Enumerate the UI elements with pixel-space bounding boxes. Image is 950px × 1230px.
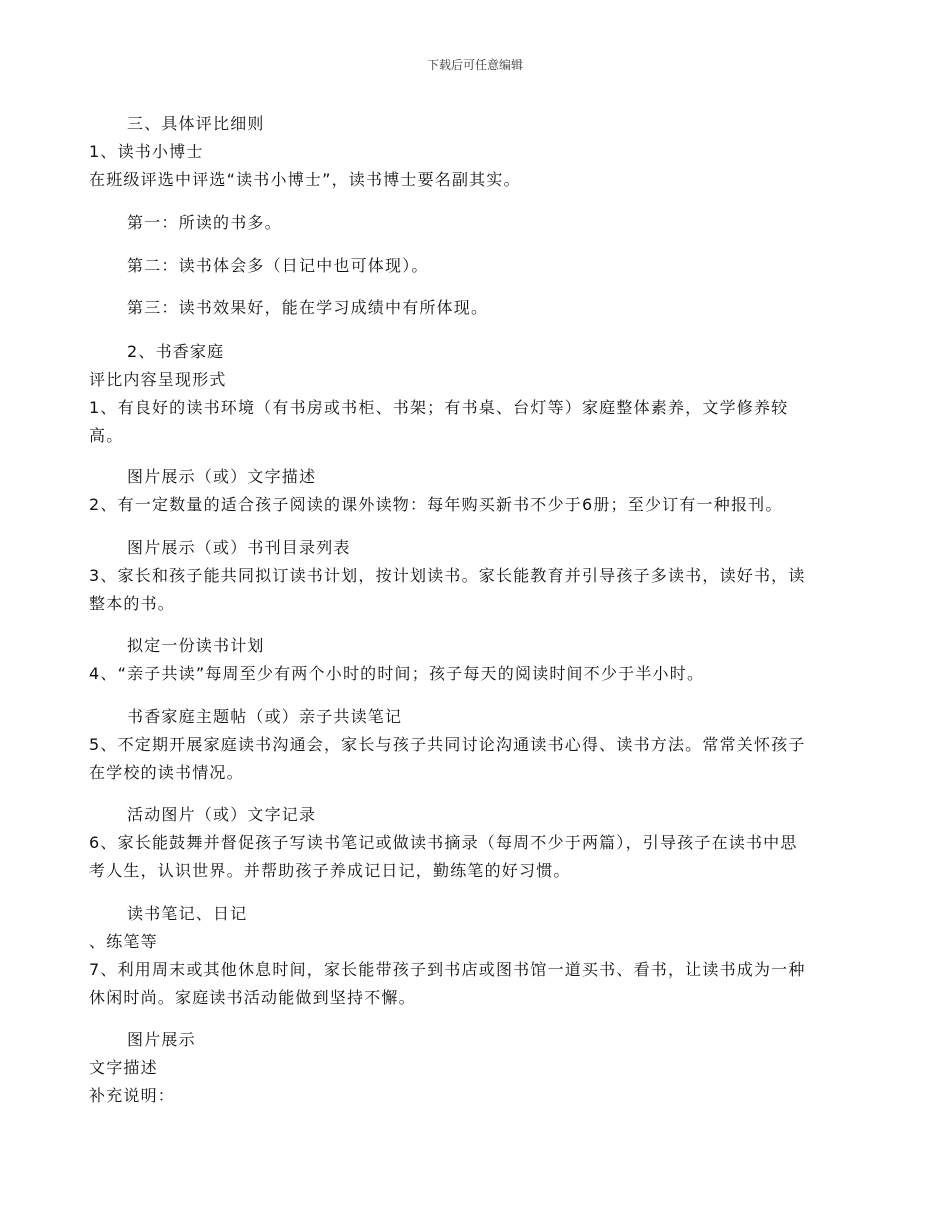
item-title: 2、书香家庭 (127, 342, 225, 361)
paragraph-line: 2、有一定数量的适合孩子阅读的课外读物：每年购买新书不少于6册；至少订有一种报刊。 (89, 495, 783, 514)
page-header: 下载后可任意编辑 (426, 58, 523, 72)
presentation-form: 书香家庭主题帖（或）亲子共读笔记 (127, 707, 403, 726)
paragraph-line: 整本的书。 (89, 594, 176, 613)
paragraph-line: 在班级评选中评选“读书小博士”，读书博士要名副其实。 (89, 170, 521, 189)
criterion-line: 第三：读书效果好，能在学习成绩中有所体现。 (127, 298, 489, 317)
presentation-form: 图片展示 (127, 1030, 196, 1049)
paragraph-line: 3、家长和孩子能共同拟订读书计划，按计划读书。家长能教育并引导孩子多读书，读好书，读 (89, 566, 806, 585)
paragraph-line: 6、家长能鼓舞并督促孩子写读书笔记或做读书摘录（每周不少于两篇），引导孩子在读书中思 (89, 833, 798, 852)
presentation-form: 图片展示（或）文字描述 (127, 467, 317, 486)
paragraph-line: 7、利用周末或其他休息时间，家长能带孩子到书店或图书馆一道买书、看书，让读书成为一种 (89, 960, 806, 979)
presentation-form: 活动图片（或）文字记录 (127, 805, 317, 824)
presentation-form: 文字描述 (89, 1058, 158, 1077)
presentation-form: 拟定一份读书计划 (127, 636, 265, 655)
paragraph-line: 休闲时尚。家庭读书活动能做到坚持不懈。 (89, 988, 416, 1007)
item-title: 1、读书小博士 (89, 142, 204, 161)
paragraph-line: 在学校的读书情况。 (89, 763, 244, 782)
paragraph-line: 5、不定期开展家庭读书沟通会，家长与孩子共同讨论沟通读书心得、读书方法。常常关怀孩子 (89, 735, 806, 754)
criterion-line: 第二：读书体会多（日记中也可体现）。 (127, 256, 429, 275)
paragraph-line: 考人生，认识世界。并帮助孩子养成记日记，勤练笔的好习惯。 (89, 861, 571, 880)
section-heading: 三、具体评比细则 (127, 114, 265, 133)
paragraph-line: 1、有良好的读书环境（有书房或书柜、书架；有书桌、台灯等）家庭整体素养，文学修养较 (89, 398, 789, 417)
criterion-line: 第一：所读的书多。 (127, 213, 282, 232)
supplementary-note: 补充说明： (89, 1086, 176, 1105)
presentation-form: 读书笔记、日记 (127, 904, 248, 923)
paragraph-line: 4、“亲子共读”每周至少有两个小时的时间；孩子每天的阅读时间不少于半小时。 (89, 664, 705, 683)
paragraph-line: 高。 (89, 426, 124, 445)
presentation-form: 、练笔等 (89, 932, 158, 951)
presentation-form: 图片展示（或）书刊目录列表 (127, 538, 351, 557)
paragraph-line: 评比内容呈现形式 (89, 370, 227, 389)
